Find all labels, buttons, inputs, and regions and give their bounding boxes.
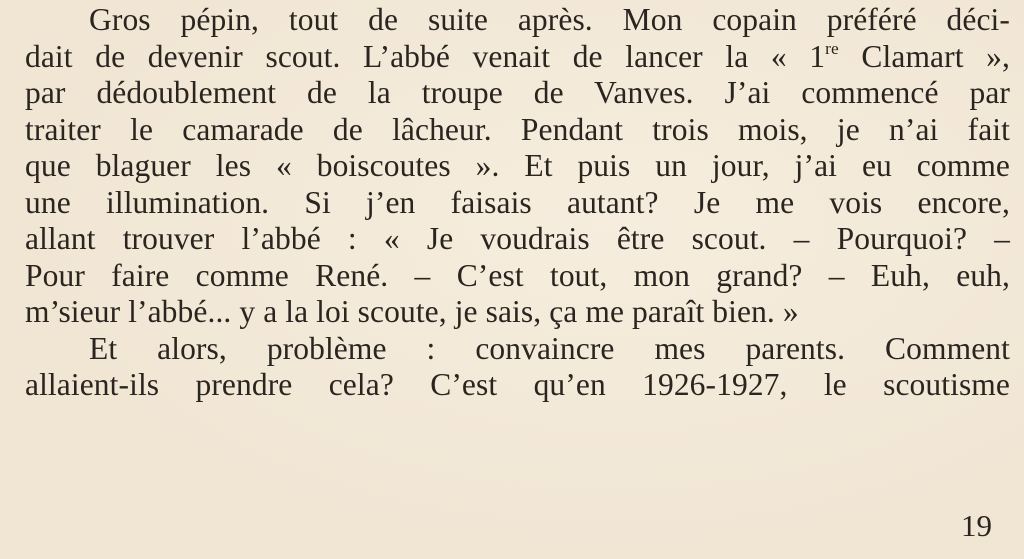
page-number: 19: [961, 508, 992, 543]
text-line: Et alors, problème : convaincre mes parents. Comment: [89, 330, 1010, 366]
text-fragment: dait de devenir scout. L’abbé venait de lancer la « 1: [25, 38, 826, 74]
text-line: allaient-ils prendre cela? C’est qu’en 1926-1927, le scoutisme: [25, 367, 1010, 402]
text-line: Gros pépin, tout de suite après. Mon copain préféré déci-: [89, 2, 1010, 37]
text-line: une illumination. Si j’en faisais autant? Je me vois encore,: [25, 184, 1010, 220]
text-line: Pour faire comme René. – C’est tout, mon grand? – Euh, euh,: [25, 257, 1010, 293]
text-fragment: Clamart »,: [838, 38, 1010, 74]
text-line: par dédoublement de la troupe de Vanves. J’ai commencé par: [25, 75, 1010, 110]
text-line: traiter le camarade de lâcheur. Pendant trois mois, je n’ai fait: [25, 111, 1010, 147]
body-text: [25, 2, 1010, 404]
ordinal-superscript: re: [825, 38, 839, 58]
text-line: que blaguer les « boiscoutes ». Et puis un jour, j’ai eu comme: [25, 148, 1010, 183]
text-line: [25, 39, 1010, 76]
text-line: allant trouver l’abbé : « Je voudrais être scout. – Pourquoi? –: [25, 221, 1010, 256]
text-line: m’sieur l’abbé... y a la loi scoute, je sais, ça me paraît bien. »: [25, 294, 799, 329]
